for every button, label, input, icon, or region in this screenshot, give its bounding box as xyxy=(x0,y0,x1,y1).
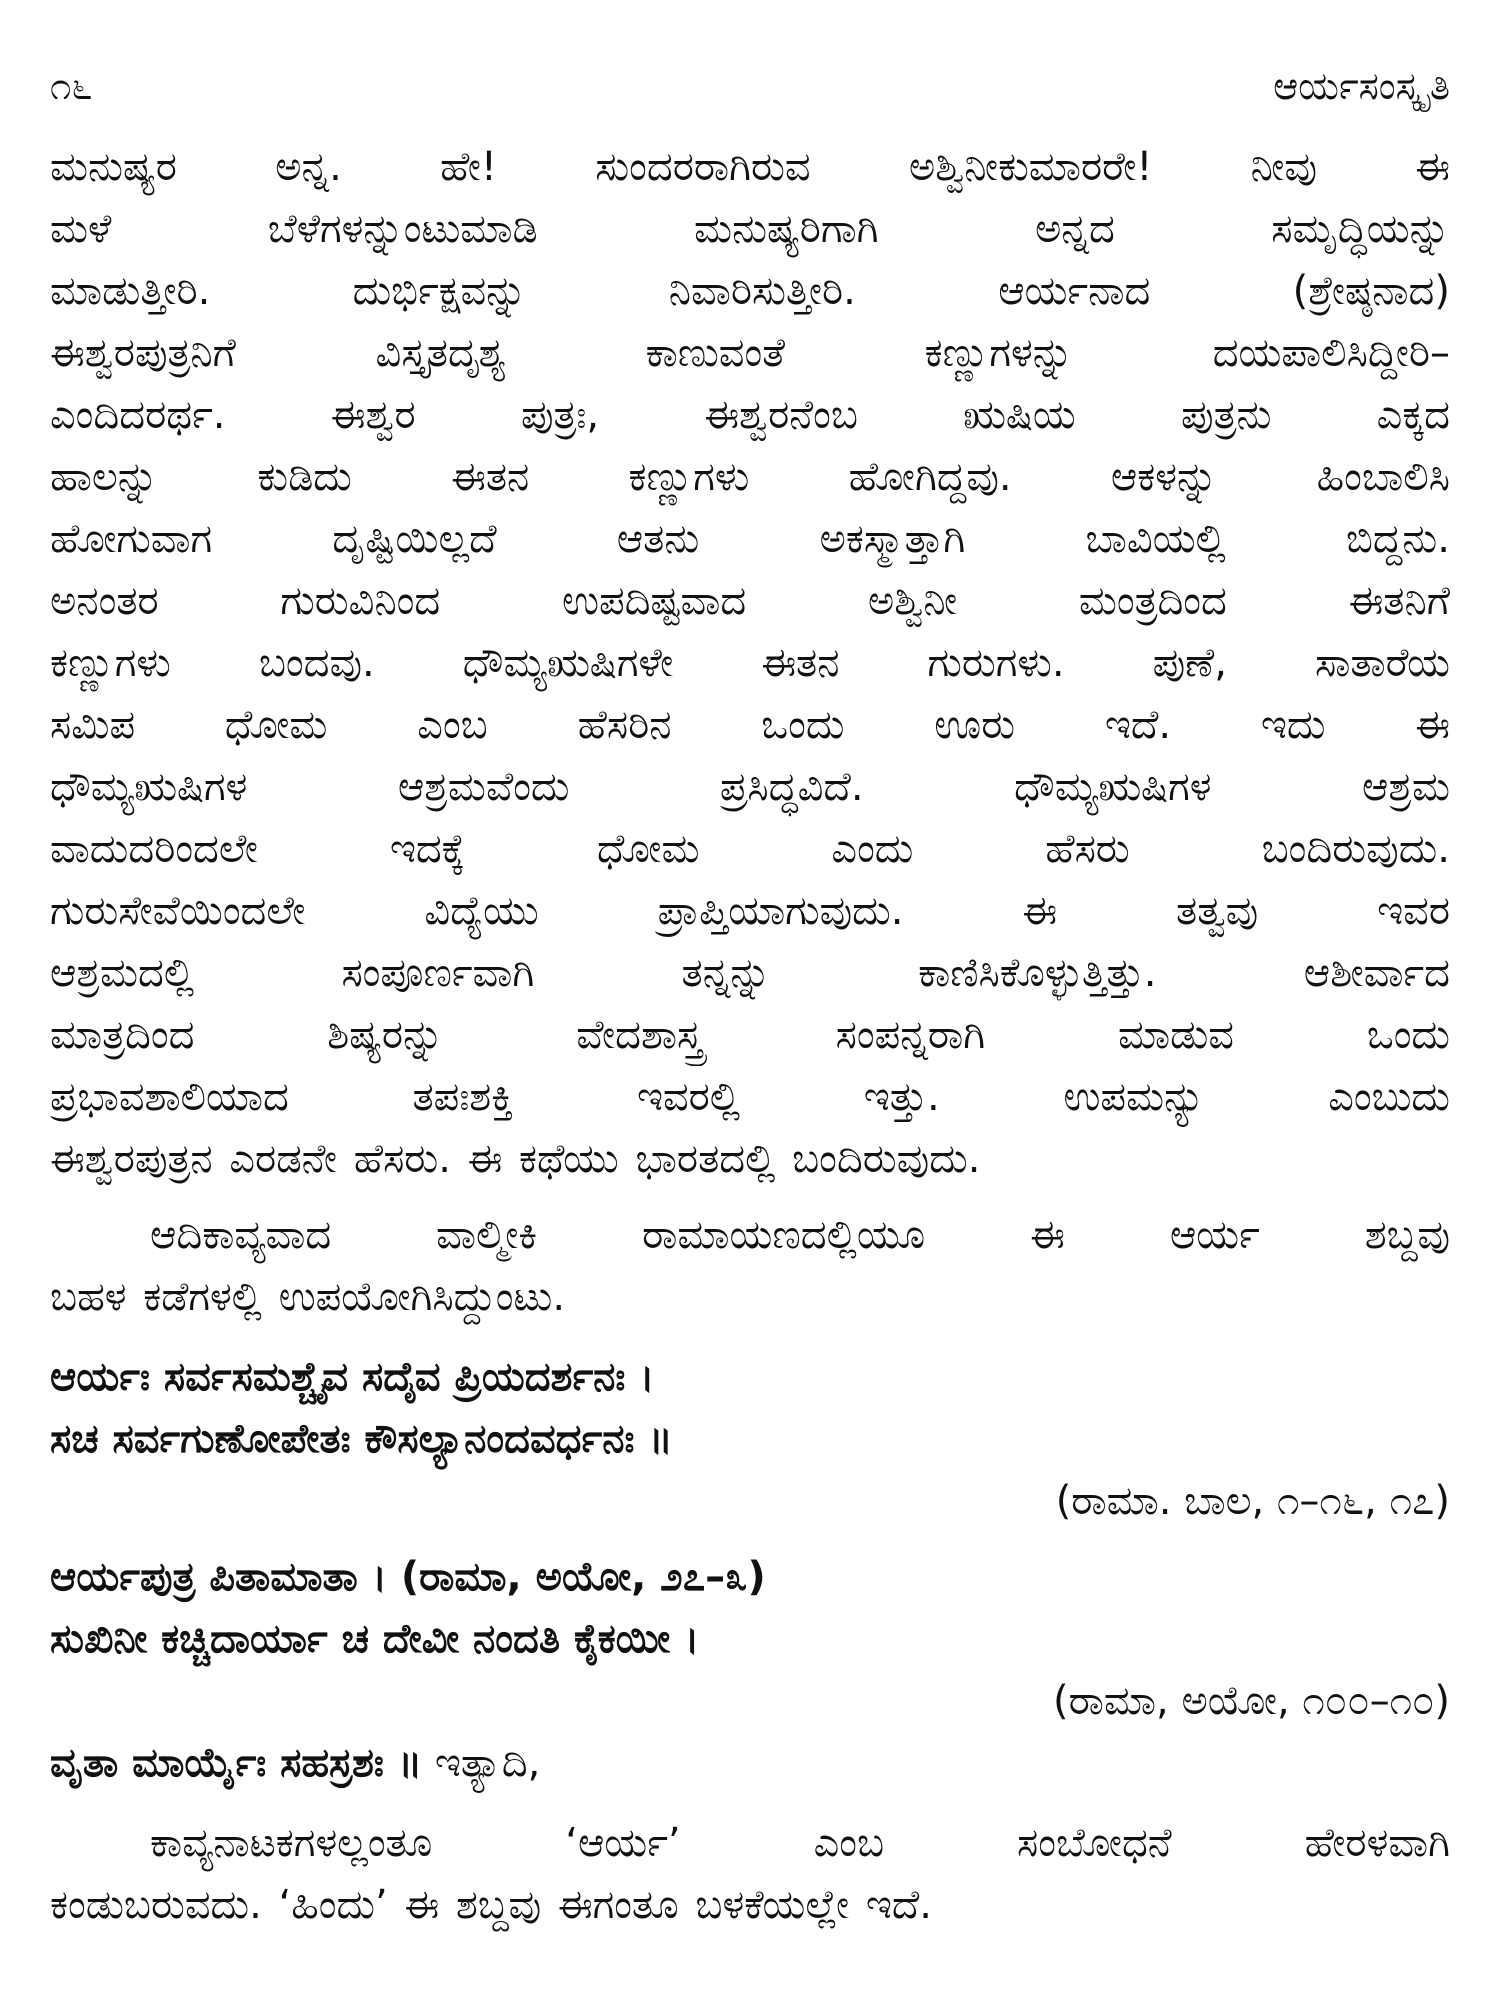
text-line: ಹಾಲನ್ನು ಕುಡಿದು ಈತನ ಕಣ್ಣುಗಳು ಹೋಗಿದ್ದವು. ಆಕಳನ್ನು ಹಿಂಬಾಲಿಸಿ xyxy=(50,454,1450,500)
verse-line: ಸಚ ಸರ್ವಗುಣೋಪೇತಃ ಕೌಸಲ್ಯಾನಂದವರ್ಧನಃ ॥ xyxy=(50,1416,673,1462)
page-header xyxy=(50,58,1450,114)
paragraph-1 xyxy=(50,136,1450,1190)
text-line: ಈಶ್ವರಪುತ್ರನಿಗೆ ವಿಸ್ತೃತದೃಶ್ಯ ಕಾಣುವಂತೆ ಕಣ್ಣುಗಳನ್ನು ದಯಪಾಲಿಸಿದ್ದೀರಿ– xyxy=(50,330,1450,376)
running-title: ಆರ್ಯಸಂಸ್ಕೃತಿ xyxy=(1273,64,1450,108)
text-line: ಕಣ್ಣುಗಳು ಬಂದವು. ಧೌಮ್ಯಋಷಿಗಳೇ ಈತನ ಗುರುಗಳು. ಪುಣೆ, ಸಾತಾರೆಯ xyxy=(50,640,1450,686)
spacer xyxy=(50,1532,1450,1546)
paragraph-2 xyxy=(50,1204,1450,1328)
spacer xyxy=(50,1190,1450,1204)
text-line: ಸಮಿಪ ಧೋಮ ಎಂಬ ಹೆಸರಿನ ಒಂದು ಊರು ಇದೆ. ಇದು ಈ xyxy=(50,702,1450,748)
page-number: ೧೬ xyxy=(50,64,93,108)
text-line: ಮಾಡುತ್ತೀರಿ. ದುರ್ಭಿಕ್ಷವನ್ನು ನಿವಾರಿಸುತ್ತೀರಿ. ಆರ್ಯನಾದ (ಶ್ರೇಷ್ಠನಾದ) xyxy=(50,268,1450,314)
verse-reference: (ರಾಮಾ. ಬಾಲ, ೧–೧೬, ೧೭) xyxy=(1055,1478,1450,1524)
spacer xyxy=(50,1794,1450,1812)
paragraph-3 xyxy=(50,1812,1450,1936)
verse-line: ವೃತಾ ಮಾರ್ಯೈಃ ಸಹಸ್ರಶಃ ॥ xyxy=(50,1740,423,1786)
verse-line: ಆರ್ಯಪುತ್ರ ಪಿತಾಮಾತಾ । (ರಾಮಾ, ಅಯೋ, ೨೭–೩) xyxy=(50,1554,766,1600)
text-line: ಆಶ್ರಮದಲ್ಲಿ ಸಂಪೂರ್ಣವಾಗಿ ತನ್ನನ್ನು ಕಾಣಿಸಿಕೊಳ್ಳುತ್ತಿತ್ತು. ಆಶೀರ್ವಾದ xyxy=(50,950,1450,996)
text-line: ಪ್ರಭಾವಶಾಲಿಯಾದ ತಪಃಶಕ್ತಿ ಇವರಲ್ಲಿ ಇತ್ತು. ಉಪಮನ್ಯು ಎಂಬುದು xyxy=(50,1074,1450,1120)
text-line: ಎಂದಿದರರ್ಥ. ಈಶ್ವರ ಪುತ್ರಃ, ಈಶ್ವರನೆಂಬ ಋಷಿಯ ಪುತ್ರನು ಎಕ್ಕದ xyxy=(50,392,1450,438)
text-line: ಈಶ್ವರಪುತ್ರನ ಎರಡನೇ ಹೆಸರು. ಈ ಕಥೆಯು ಭಾರತದಲ್ಲಿ ಬಂದಿರುವುದು. xyxy=(50,1136,981,1182)
book-page xyxy=(50,58,1450,1958)
verse-reference: (ರಾಮಾ, ಅಯೋ, ೧೦೦–೧೦) xyxy=(1052,1678,1450,1724)
verse-line: ಸುಖಿನೀ ಕಚ್ಚಿದಾರ್ಯಾ ಚ ದೇವೀ ನಂದತಿ ಕೈಕಯೀ । xyxy=(50,1616,700,1662)
text-line: ಆದಿಕಾವ್ಯವಾದ ವಾಲ್ಮೀಕಿ ರಾಮಾಯಣದಲ್ಲಿಯೂ ಈ ಆರ್ಯ ಶಬ್ದವು xyxy=(150,1212,1450,1258)
text-line: ಮಳೆ ಬೆಳೆಗಳನ್ನುಂಟುಮಾಡಿ ಮನುಷ್ಯರಿಗಾಗಿ ಅನ್ನದ ಸಮೃದ್ಧಿಯನ್ನು xyxy=(50,206,1450,252)
verse-block-1 xyxy=(50,1346,1450,1532)
text-line: ಕಾವ್ಯನಾಟಕಗಳಲ್ಲಂತೂ ‘ಆರ್ಯ’ ಎಂಬ ಸಂಬೋಧನೆ ಹೇರಳವಾಗಿ xyxy=(150,1820,1450,1866)
text-line: ಧೌಮ್ಯಋಷಿಗಳ ಆಶ್ರಮವೆಂದು ಪ್ರಸಿದ್ಧವಿದೆ. ಧೌಮ್ಯಋಷಿಗಳ ಆಶ್ರಮ xyxy=(50,764,1450,810)
text-line: ವಾದುದರಿಂದಲೇ ಇದಕ್ಕೆ ಧೋಮ ಎಂದು ಹೆಸರು ಬಂದಿರುವುದು. xyxy=(50,826,1450,872)
text-line: ಅನಂತರ ಗುರುವಿನಿಂದ ಉಪದಿಷ್ಟವಾದ ಅಶ್ವಿನೀ ಮಂತ್ರದಿಂದ ಈತನಿಗೆ xyxy=(50,578,1450,624)
spacer xyxy=(50,1328,1450,1346)
text-line: ಮಾತ್ರದಿಂದ ಶಿಷ್ಯರನ್ನು ವೇದಶಾಸ್ತ್ರ ಸಂಪನ್ನರಾಗಿ ಮಾಡುವ ಒಂದು xyxy=(50,1012,1450,1058)
verse-line: ಆರ್ಯಃ ಸರ್ವಸಮಶ್ಚೈವ ಸದೈವ ಪ್ರಿಯದರ್ಶನಃ । xyxy=(50,1354,655,1400)
text-line: ಗುರುಸೇವೆಯಿಂದಲೇ ವಿದ್ಯೆಯು ಪ್ರಾಪ್ತಿಯಾಗುವುದು. ಈ ತತ್ವವು ಇವರ xyxy=(50,888,1450,934)
text-line: ಮನುಷ್ಯರ ಅನ್ನ. ಹೇ! ಸುಂದರರಾಗಿರುವ ಅಶ್ವಿನೀಕುಮಾರರೇ! ನೀವು ಈ xyxy=(50,144,1450,190)
verse-continuation: ಇತ್ಯಾದಿ, xyxy=(422,1740,541,1786)
text-line: ಬಹಳ ಕಡೆಗಳಲ್ಲಿ ಉಪಯೋಗಿಸಿದ್ದುಂಟು. xyxy=(50,1274,566,1320)
text-line: ಹೋಗುವಾಗ ದೃಷ್ಟಿಯಿಲ್ಲದೆ ಆತನು ಅಕಸ್ಮಾತ್ತಾಗಿ ಬಾವಿಯಲ್ಲಿ ಬಿದ್ದನು. xyxy=(50,516,1450,562)
text-line: ಕಂಡುಬರುವದು. ‘ಹಿಂದು’ ಈ ಶಬ್ದವು ಈಗಂತೂ ಬಳಕೆಯಲ್ಲೇ ಇದೆ. xyxy=(50,1882,932,1928)
verse-block-2 xyxy=(50,1546,1450,1732)
verse-block-3 xyxy=(50,1732,1450,1794)
